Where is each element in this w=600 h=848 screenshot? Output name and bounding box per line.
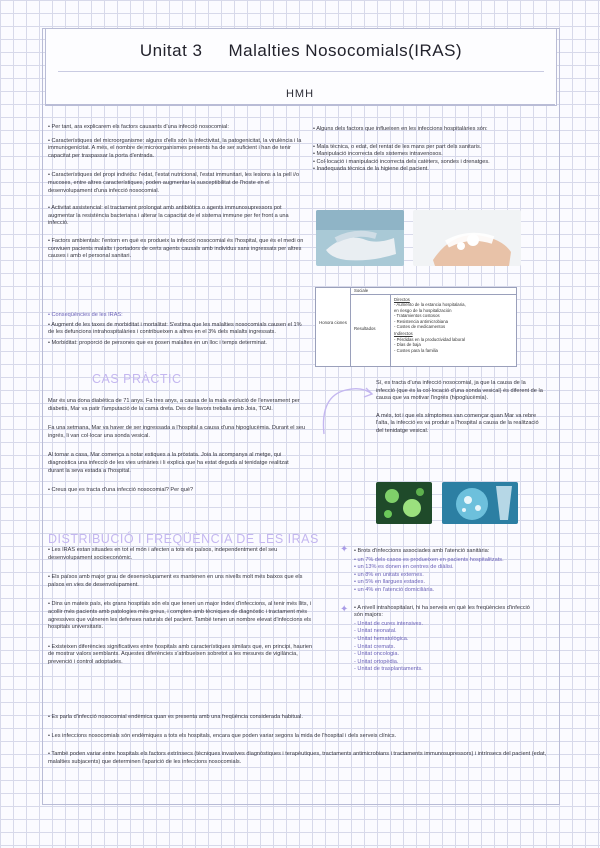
factor-individual: • Característiques del propi individu: l'edat, l'estat nutricional, l'estat immunitari, les lesions a la pell i/o mucoses, entre altres característiques, poden augmentar la susceptibilitat de l'hoste en el desenvolupament d'una infecció nosocomial. xyxy=(48,172,300,194)
influencing-item: • Inadequada tècnica de la higiene del pacient. xyxy=(313,166,429,173)
factors-intro: • Per tant, ara explicarem els factors causants d'una infecció nosocomial: xyxy=(48,124,229,130)
costs-table xyxy=(315,287,517,367)
distribution-item: • Els països amb major grau de desenvolupament es mantenen en uns nivells molt més baixos que els països en vies de desenvolupament. xyxy=(48,574,303,588)
table-row-label: Honora ciones xyxy=(319,320,347,325)
table-col-label: Resultados xyxy=(354,326,376,331)
service-item: - Unitat de trasplantaments. xyxy=(354,666,423,673)
distribution-item: • Les IRAS estan situades en tot el món i afecten a tots els països, independentment del seu desenvolupament socioeconòmic. xyxy=(48,547,278,561)
case-paragraph: Al tornar a casa, Mar comença a notar estiques a la pròstata. Joia la acompanya al metge, qui diagnostica una infecció de les vies urinàries i li explica que ha estat deguda al tenidatge realitzat durant la seva estada a l'hospital. xyxy=(48,452,289,474)
influencing-item: • Manipulació incorrecta dels sistemes intravenosos. xyxy=(313,151,443,158)
curved-arrow-icon xyxy=(316,376,376,436)
service-item: - Unitat neonatal. xyxy=(354,628,397,635)
consequences-section xyxy=(48,312,306,353)
case-text xyxy=(48,398,306,501)
influencing-factors xyxy=(313,126,545,174)
outbreak-item: • un 4% en l'atenció domiciliària. xyxy=(354,586,435,593)
title-divider xyxy=(58,71,544,72)
outbreaks-intro: • Brots d'infeccions associades amb l'atenció sanitària: xyxy=(354,548,490,554)
outbreak-item: • un 8% en unitats externes. xyxy=(354,571,424,578)
topic-title: Malalties Nosocomials(IRAS) xyxy=(228,41,463,60)
service-item: - Unitat ortopèdia. xyxy=(354,658,399,665)
outbreak-item: • un 13% es donen en centres de diàlisi. xyxy=(354,564,454,571)
consequence-mortality: • Augment de les taxes de morbiditat i mortalitat: S'estima que les malalties nosocomials causen el 1% de les defuncions intrahospitalàries i contribueixen a altres en el 3% dels malalts ingressats. xyxy=(48,321,302,336)
distribution-right xyxy=(354,548,540,674)
bottom-item: • També poden variar entre hospitals els factors extrínsecs (tècniques invasives diagnòstiques i terapèutiques, tractaments antimicrobians i tractaments immunosupressors) i intrínsecs del pacient (edat, malalties subjacents) que determinen l'aparició de les infeccions nosocomials. xyxy=(48,751,547,765)
unit-label: Unitat 3 xyxy=(139,41,203,60)
distribution-left xyxy=(48,547,318,673)
case-question: • Creus que es tracta d'una infecció nosocomial? Per què? xyxy=(48,487,194,494)
influencing-item: • Mala tècnica, o edat, del rentat de les mans per part dels sanitaris. xyxy=(313,143,482,150)
bottom-item: • Es parla d'infecció nosocomial endèmica quan es presenta amb una freqüència considerada habitual. xyxy=(48,714,303,720)
services-intro: • A nivell intrahospitalari, hi ha serveis en què les freqüències d'infecció són majors: xyxy=(354,604,530,619)
petri-dish-photo xyxy=(442,482,518,524)
case-answer-paragraph: Sí, es tracta d'una infecció nosocomial, ja que la causa de la infecció (que és la col·locació d'una sonda vesical) és diferent de la causa que va motivar l'ingrés (hipoglucèmia). xyxy=(376,380,543,402)
distribution-item: • Existeixen diferències significatives entre hospitals amb característiques similars que, en principi, haurien de mostrar valors semblants. Aquestes diferències s'atribueixen sobretot a les mesures de vigilància, prevenció i control adoptades. xyxy=(48,643,313,665)
bacteria-photo xyxy=(376,482,432,524)
factors-section xyxy=(48,124,306,267)
case-heading: CAS PRÀCTIC xyxy=(92,372,182,386)
header-underline xyxy=(45,104,555,105)
table-list: Directos - Aumento de la estancia hospitalaria, en riesgo de la hospitalización - Tratamientos costosos - Resistencia antimicrobiana - Costes de medicamentos Indirectos - Pérdidas en la productividad laboral - Días de baja - Costes para la familia xyxy=(394,297,466,353)
page-title xyxy=(46,41,556,61)
service-item: - Unitat oncologia. xyxy=(354,651,400,658)
star-icon: ✦ xyxy=(340,604,349,615)
distribution-heading: DISTRIBUCIÓ I FREQÜÈNCIA DE LES IRAS xyxy=(48,532,319,546)
handwashing-photo xyxy=(413,210,521,266)
service-item: - Unitat de cures intensives. xyxy=(354,620,424,627)
case-answer xyxy=(376,380,544,442)
bottom-section xyxy=(48,714,548,772)
gloved-hands-photo xyxy=(316,210,404,266)
author: HMH xyxy=(285,88,315,100)
case-paragraph: Mar és una dona diabètica de 71 anys. Fa tres anys, a causa de la mala evolució de l'enverament per diabetis, Mar va patir l'amputació de la cama dreta. Des de llavors treballa amb Joia, TCAI. xyxy=(48,398,300,412)
table-header: Sociale xyxy=(354,288,369,293)
service-item: - Unitat hematològica. xyxy=(354,635,409,642)
case-paragraph: Fa una setmana, Mar va haver de ser ingressada a l'hospital a causa d'una hipoglucèmia. Durant el seu ingrés, li van col·locar una sonda vesical. xyxy=(48,425,306,439)
outbreak-item: • un 5% en llargues estades. xyxy=(354,579,425,586)
influencing-item: • Col·locació i manipulació incorrecta dels catèters, sondes i drenatges. xyxy=(313,158,490,165)
star-icon: ✦ xyxy=(340,544,349,555)
distribution-item: • Dins un mateix país, els grans hospitals són els que tenen un major índex d'infeccions, al tenir més llits, i acollir més pacients amb patologies més greus, i compten amb tècniques de diagnòstic i tractament més agressives que vulneren les defenses naturals del pacient. També tenen un nombre elevat d'infeccions els hospitals universitaris. xyxy=(48,601,312,631)
factor-environment: • Factors ambientals: l'entorn en què es produeix la infecció nosocomial és l'hospital, que és el medi on conviuen pacients malalts i portadors de certs agents causals amb individus sans ingressats per altres causes i amb el personal sanitari. xyxy=(48,237,304,260)
influencing-intro: • Alguns dels factors que influeixen en les infeccions hospitalàries són: xyxy=(313,126,488,132)
case-answer-paragraph: A més, tot i que els símptomes van començar quan Mar va rebre l'alta, la infecció es va produir a l'hospital a causa de la realització del tenidatge vesical. xyxy=(376,412,539,434)
service-item: - Unitat cremats. xyxy=(354,643,396,650)
consequence-morbidity: • Morbiditat: proporció de persones que es posen malaltes en un lloc i temps determinat. xyxy=(48,339,267,346)
outbreak-item: • un 7% dels casos es produeixen en pacients hospitalitzats. xyxy=(354,556,504,563)
bottom-item: • Les infeccions nosocomials són endèmiques a tots els hospitals, encara que poden variar segons la mida de l'hospital i dels serveis clínics. xyxy=(48,732,397,739)
factor-microorganism: • Característiques del microorganisme: alguns d'ells són la infectivitat, la patogenicitat, la virulència i la immunogenicitat. A més, el nombre de microorganismes presents ha de ser suficient i han de tenir capacitat per traspassar la porta d'entrada. xyxy=(48,137,302,159)
factor-assistance: • Activitat assistencial: el tractament prolongat amb antibiòtics o agents immunosupressors pot augmentar la resistència bacteriana i alterar la capacitat de el sistema immune per fer front a una infecció. xyxy=(48,205,289,227)
consequences-heading: • Conseqüències de les IRAS: xyxy=(48,312,123,318)
